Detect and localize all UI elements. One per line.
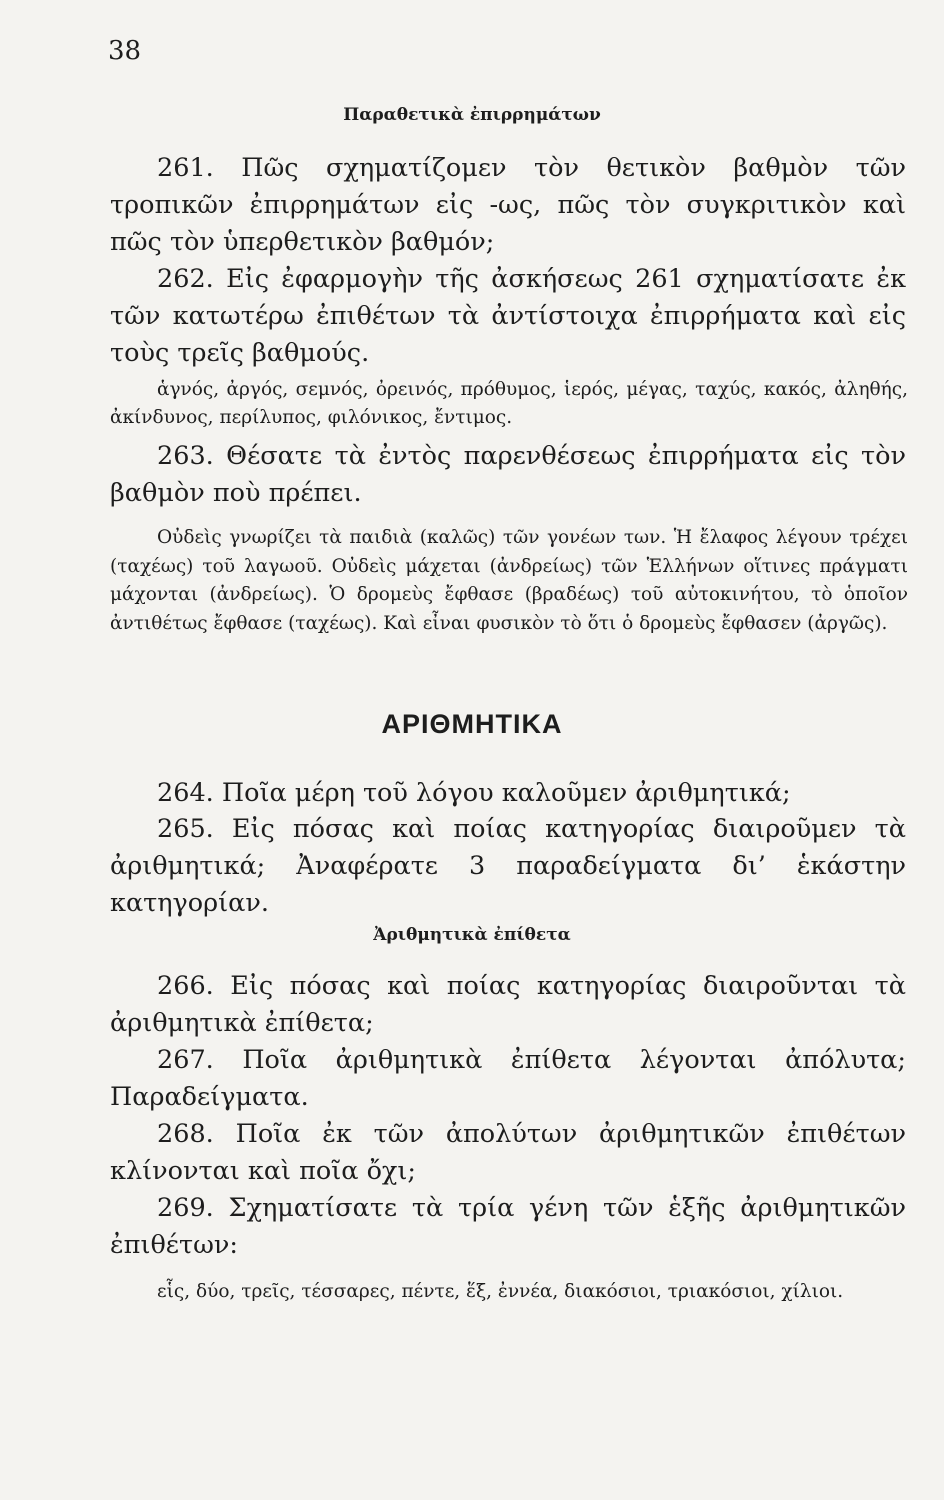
exercise-261: 261. Πῶς σχηματίζομεν τὸν θετικὸν βαθμὸν τῶν τροπικῶν ἐπιρρημάτων εἰς -ως, πῶς τὸν συγκριτικὸν καὶ πῶς τὸν ὑπερθετικὸν βαθμόν;: [110, 153, 906, 257]
section-heading-arithmetika: ΑΡΙΘΜΗΤΙΚΑ: [381, 709, 563, 739]
exercise-263: 263. Θέσατε τὰ ἐντὸς παρενθέσεως ἐπιρρήματα εἰς τὸν βαθμὸν ποὺ πρέπει.: [110, 441, 906, 508]
exercise-263-text: Οὐδεὶς γνωρίζει τὰ παιδιὰ (καλῶς) τῶν γονέων των. Ἡ ἔλαφος λέγουν τρέχει (ταχέως) τοῦ λαγωοῦ. Οὐδεὶς μάχεται (ἀνδρείως) τῶν Ἑλλήνων οἵτινες πράγματι μάχονται (ἀνδρείως). Ὁ δρομεὺς ἔφθασε (βραδέως) τοῦ αὐτοκινήτου, τὸ ὁποῖον ἀντιθέτως ἔφθασε (ταχέως). Καὶ εἶναι φυσικὸν τὸ ὅτι ὁ δρομεὺς ἔφθασεν (ἀργῶς).: [110, 527, 908, 634]
exercise-269: 269. Σχηματίσατε τὰ τρία γένη τῶν ἑξῆς ἀριθμητικῶν ἐπιθέτων:: [110, 1193, 906, 1260]
section-heading-numeral-adjectives: Ἀριθμητικὰ ἐπίθετα: [373, 925, 571, 945]
exercise-262: 262. Εἰς ἐφαρμογὴν τῆς ἀσκήσεως 261 σχηματίσατε ἐκ τῶν κατωτέρω ἐπιθέτων τὰ ἀντίστοιχα ἐπιρρήματα καὶ εἰς τοὺς τρεῖς βαθμούς.: [110, 264, 906, 368]
exercise-268: 268. Ποῖα ἐκ τῶν ἀπολύτων ἀριθμητικῶν ἐπιθέτων κλίνονται καὶ ποῖα ὄχι;: [110, 1119, 906, 1186]
exercise-265: 265. Εἰς πόσας καὶ ποίας κατηγορίας διαιροῦμεν τὰ ἀριθμητικά; Ἀναφέρατε 3 παραδείγματα δι’ ἑκάστην κατηγορίαν.: [110, 814, 906, 918]
exercise-267: 267. Ποῖα ἀριθμητικὰ ἐπίθετα λέγονται ἀπόλυτα; Παραδείγματα.: [110, 1045, 906, 1112]
exercise-266: 266. Εἰς πόσας καὶ ποίας κατηγορίας διαιροῦνται τὰ ἀριθμητικὰ ἐπίθετα;: [110, 971, 906, 1038]
exercise-264: 264. Ποῖα μέρη τοῦ λόγου καλοῦμεν ἀριθμητικά;: [157, 778, 791, 808]
exercise-262-word-list: ἁγνός, ἀργός, σεμνός, ὀρεινός, πρόθυμος, ἱερός, μέγας, ταχύς, κακός, ἀληθής, ἀκίνδυνος, περίλυπος, φιλόνικος, ἔντιμος.: [110, 379, 908, 428]
page-number: 38: [108, 36, 142, 66]
exercise-269-word-list: εἷς, δύο, τρεῖς, τέσσαρες, πέντε, ἕξ, ἐννέα, διακόσιοι, τριακόσιοι, χίλιοι.: [157, 1281, 844, 1302]
section-heading-adverbs: Παραθετικὰ ἐπιρρημάτων: [343, 105, 601, 125]
